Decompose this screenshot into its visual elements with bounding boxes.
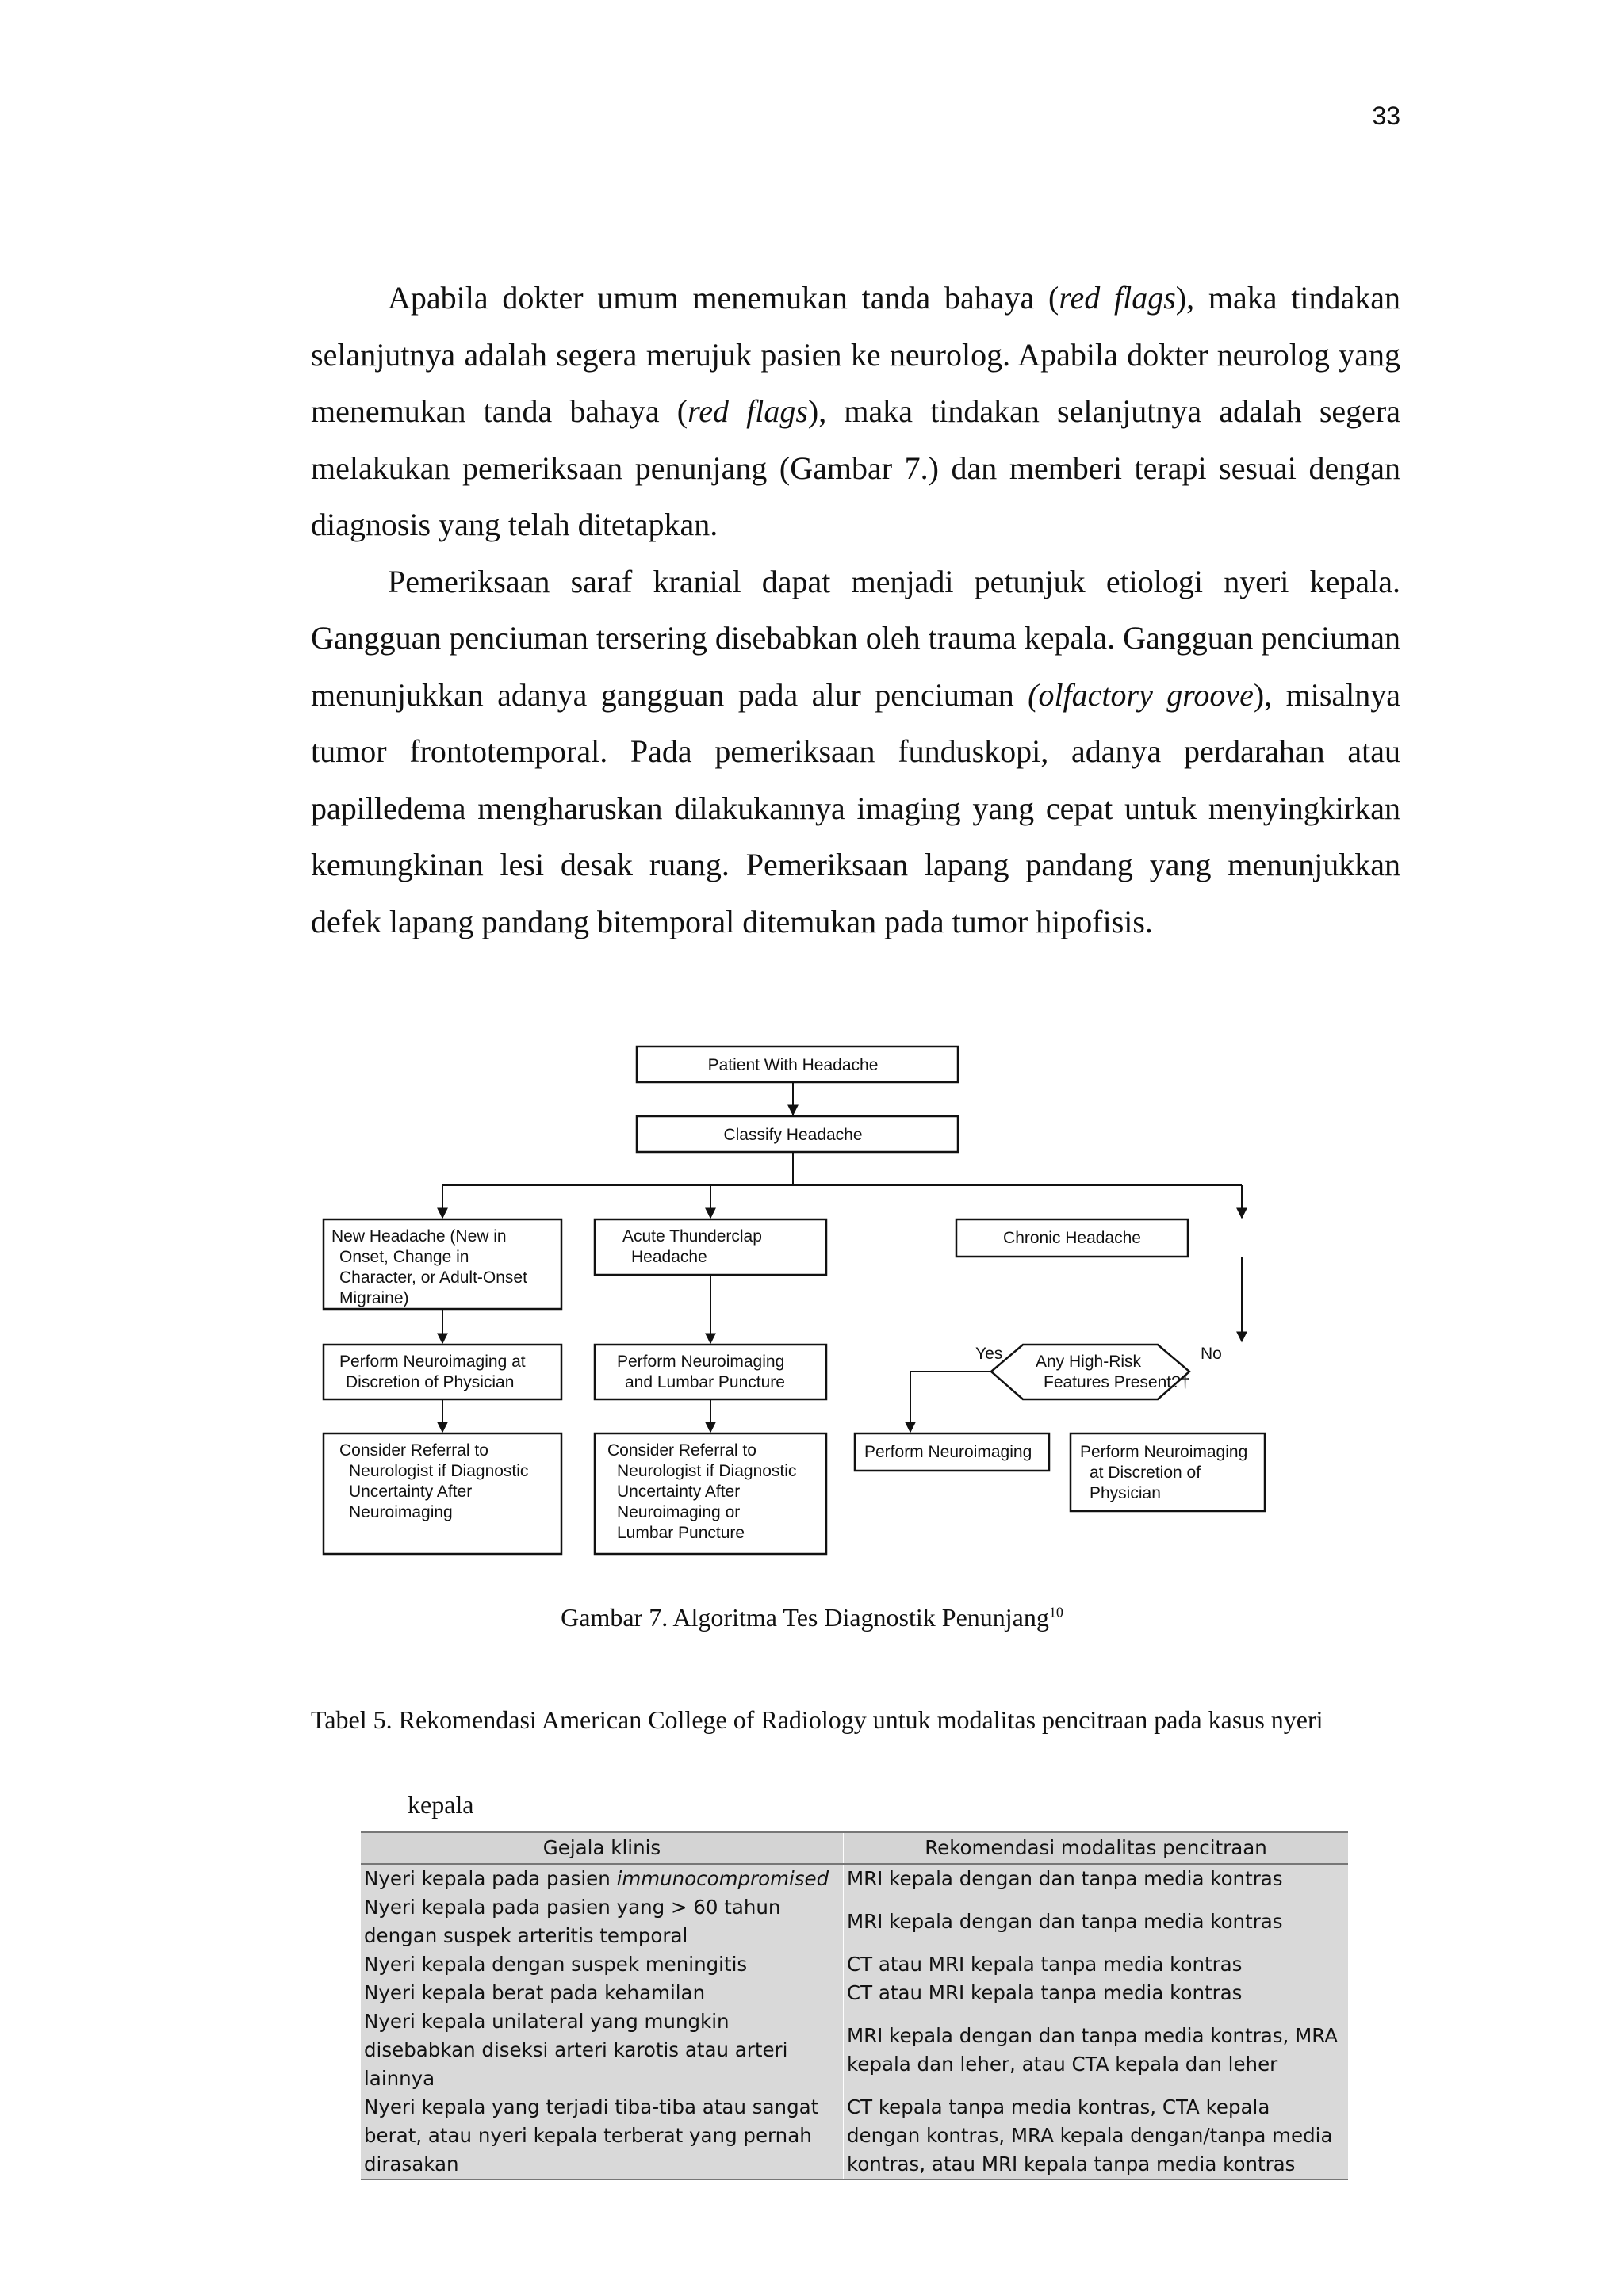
table-cell: Nyeri kepala yang terjadi tiba-tiba atau sangat berat, atau nyeri kepala terberat yang pernah dirasakan <box>361 2093 844 2179</box>
text-new-referral-4: Neuroimaging <box>349 1503 453 1521</box>
paragraph-cranial-nerve: Pemeriksaan saraf kranial dapat menjadi petunjuk etiologi nyeri kepala. Gangguan penciuman tersering disebabkan oleh trauma kepala. Gangguan penciuman menunjukkan adanya gangguan pada alur penciuman (olfactory groove), misalnya tumor frontotemporal. Pada pemeriksaan funduskopi, adanya perdarahan atau papilledema mengharuskan dilakukannya imaging yang cepat untuk menyingkirkan kemungkinan lesi desak ruang. Pemeriksaan lapang pandang yang menunjukkan defek lapang pandang bitemporal ditemukan pada tumor hipofisis. <box>311 563 1400 939</box>
text-yes: Yes <box>975 1345 1003 1363</box>
text-new-headache-2: Onset, Change in <box>339 1248 469 1266</box>
table-caption: Tabel 5. Rekomendasi American College of Radiology untuk modalitas pencitraan pada kasus nyeri <box>311 1705 1323 1734</box>
table-cell: MRI kepala dengan dan tanpa media kontras, MRA kepala dan leher, atau CTA kepala dan leher <box>847 2024 1339 2076</box>
text-chronic-no-1: Perform Neuroimaging <box>1080 1443 1248 1461</box>
table-cell: MRI kepala dengan dan tanpa media kontras <box>847 1910 1283 1933</box>
table-row <box>361 1950 1348 1979</box>
table-caption-continuation: kepala <box>408 1790 474 1819</box>
figure-caption: Gambar 7. Algoritma Tes Diagnostik Penunjang$^{10}$ <box>561 1603 1063 1632</box>
text-new-headache-1: New Headache (New in <box>331 1227 507 1246</box>
text-high-risk-1: Any High-Risk <box>1036 1353 1142 1371</box>
page-number: 33 <box>1372 101 1400 130</box>
text-classify: Classify Headache <box>723 1126 863 1144</box>
table-cell: Nyeri kepala pada pasien yang > 60 tahun dengan suspek arteritis temporal <box>361 1893 844 1950</box>
table-row <box>361 1893 1348 1950</box>
text-chronic-no-2: at Discretion of <box>1090 1464 1201 1482</box>
headache-flowchart <box>317 1039 1316 1578</box>
text-thunder-neuro-1: Perform Neuroimaging <box>617 1353 785 1371</box>
text-new-headache-4: Migraine) <box>339 1289 409 1307</box>
text-thunder-referral-4: Neuroimaging or <box>617 1503 741 1521</box>
imaging-recommendation-table <box>361 1831 1348 2180</box>
text-patient: Patient With Headache <box>707 1056 879 1074</box>
text-new-referral-1: Consider Referral to <box>339 1441 488 1460</box>
body-text <box>311 270 1400 950</box>
text-thunderclap-2: Headache <box>631 1248 707 1266</box>
table-cell: CT kepala tanpa media kontras, CTA kepala dengan kontras, MRA kepala dengan/tanpa media kontras, atau MRI kepala tanpa media kontras <box>844 2093 1349 2179</box>
text-thunder-referral-3: Uncertainty After <box>617 1483 741 1501</box>
text-chronic-no-3: Physician <box>1090 1484 1161 1502</box>
table-row <box>361 2093 1348 2179</box>
text-no: No <box>1201 1345 1222 1363</box>
text-thunderclap-1: Acute Thunderclap <box>622 1227 762 1246</box>
text-new-referral-2: Neurologist if Diagnostic <box>349 1462 529 1480</box>
table-cell: Nyeri kepala pada pasien immunocompromised <box>361 1864 844 1893</box>
header-clinical-symptoms: Gejala klinis <box>361 1832 844 1864</box>
text-thunder-neuro-2: and Lumbar Puncture <box>625 1373 785 1391</box>
table-cell: Nyeri kepala unilateral yang mungkin disebabkan diseksi arteri karotis atau arteri lainnya <box>361 2007 844 2093</box>
table-cell: Nyeri kepala dengan suspek meningitis <box>361 1950 844 1979</box>
header-imaging-recommendation: Rekomendasi modalitas pencitraan <box>844 1832 1349 1864</box>
text-new-headache-3: Character, or Adult-Onset <box>339 1269 527 1287</box>
table-row <box>361 1864 1348 1893</box>
text-thunder-referral-2: Neurologist if Diagnostic <box>617 1462 797 1480</box>
table-cell: Nyeri kepala berat pada kehamilan <box>361 1979 844 2007</box>
text-new-neuro-1: Perform Neuroimaging at <box>339 1353 526 1371</box>
table-cell: CT atau MRI kepala tanpa media kontras <box>847 1953 1243 1976</box>
table-cell: CT atau MRI kepala tanpa media kontras <box>847 1981 1243 2004</box>
paragraph-red-flags: Apabila dokter umum menemukan tanda bahaya (red flags), maka tindakan selanjutnya adalah segera merujuk pasien ke neurolog. Apabila dokter neurolog yang menemukan tanda bahaya (red flags), maka tindakan selanjutnya adalah segera melakukan pemeriksaan penunjang (Gambar 7.) dan memberi terapi sesuai dengan diagnosis yang telah ditetapkan. <box>311 280 1400 542</box>
table-cell: MRI kepala dengan dan tanpa media kontras <box>847 1867 1283 1890</box>
text-new-neuro-2: Discretion of Physician <box>346 1373 515 1391</box>
table-row <box>361 2007 1348 2093</box>
text-high-risk-2: Features Present?† <box>1044 1373 1190 1391</box>
table-row <box>361 1979 1348 2007</box>
text-new-referral-3: Uncertainty After <box>349 1483 473 1501</box>
text-chronic: Chronic Headache <box>1003 1229 1141 1247</box>
table-header-row <box>361 1832 1348 1864</box>
text-thunder-referral-1: Consider Referral to <box>607 1441 756 1460</box>
text-thunder-referral-5: Lumbar Puncture <box>617 1524 745 1542</box>
text-chronic-yes: Perform Neuroimaging <box>864 1443 1032 1461</box>
